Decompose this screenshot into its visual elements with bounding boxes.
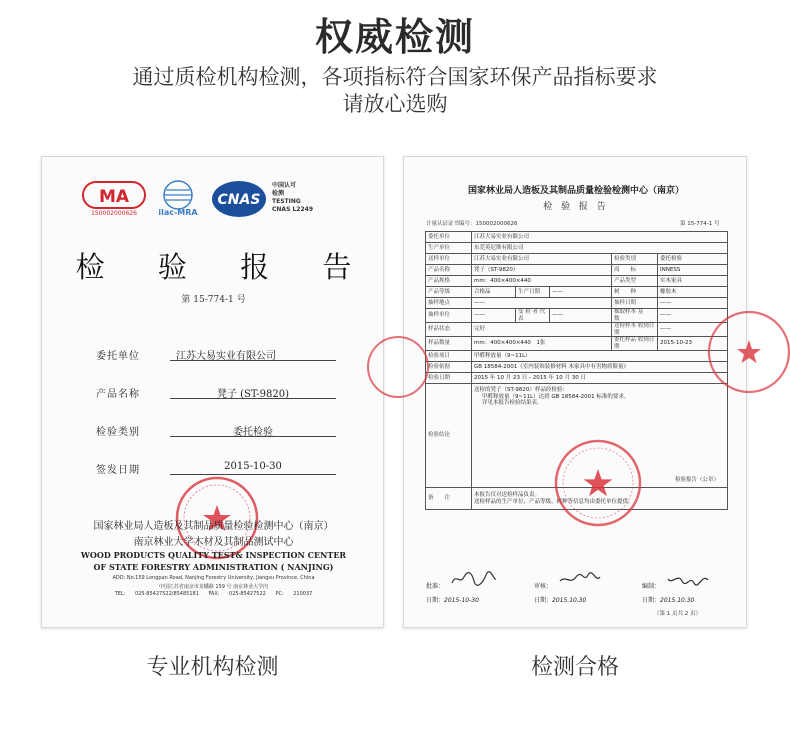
subtitle-line-2: 请放心选购 [342,92,448,116]
table-cell: 委托单位 [426,232,472,243]
seam-seal-left-icon [404,337,432,397]
table-row [426,323,728,337]
table-row [426,287,728,298]
table-row [426,243,728,254]
approve-label: 批准： [426,583,445,590]
footer-center-name: 国家林业局人造板及其制品质量检验检测中心（南京） [93,521,334,532]
field-label: 检验类别 [96,427,140,438]
table-cell: 样品状态 [426,323,472,337]
note-line: 本报告仅对送检样品负责。 [474,492,541,498]
field-label: 委托单位 [96,351,140,362]
footer-english-line-1: WOOD PRODUCTS QUALITY TEST& INSPECTION CENTER [80,550,347,560]
table-row [426,351,728,362]
table-cell: 委托检验 [658,254,728,265]
field-label: 签发日期 [96,465,140,476]
table-row [426,373,728,384]
table-cell: 抽取样本 基 数 [612,309,658,323]
table-cell: 检验项目 [426,351,472,362]
conclusion-line: 送检的凳子（ST-9820）样品经检验： [474,387,568,393]
footer-english-line-2: OF STATE FORESTRY ADMINISTRATION ( NANJING) [93,562,334,572]
table-cell: 2015 年 10 月 23 日 - 2015 年 10 月 30 日 [472,373,728,384]
table-cell: 送检样本 收到日期 [612,323,658,337]
table-cell: 橡胶木 [658,287,728,298]
table-row [426,254,728,265]
field-value: 2015-10-30 [170,461,336,475]
table-cell: INNESS [658,265,728,276]
table-cell: 产品名称 [426,265,472,276]
table-cell: 检验类别 [612,254,658,265]
table-row [426,276,728,287]
table-cell: —— [472,298,612,309]
table-cell: —— [550,309,612,323]
report-subheader: 检 验 报 告 [543,202,609,212]
review-date: 日期：2015.10.30 [534,597,587,604]
footer-university-center: 南京林业大学木材及其制品测试中心 [133,537,294,548]
field-product [96,385,336,401]
conclusion-line: 详见本报告检验结果表。 [482,400,543,406]
table-cell: 江苏大易实业有限公司 [472,232,728,243]
table-row [426,362,728,373]
ilac-text: ilac-MRA [158,208,198,217]
footer-address-cn: 中国江苏省南京市龙蟠路 159 号 南京林业大学内 [158,584,269,590]
inspection-report-cover[interactable] [41,156,384,628]
reviewer-signature-icon [558,571,602,587]
table-cell: 生产单位 [426,243,472,254]
editor-signature-icon [666,571,710,587]
cma-number: 150002000626 [91,210,137,217]
inspection-report-detail[interactable] [403,156,747,628]
report-header: 国家林业局人造板及其制品质量检验检测中心（南京） [467,186,684,196]
table-cell: 检验结论 [426,384,472,488]
table-cell: —— [472,309,516,323]
certification-logos [82,179,352,219]
table-row [426,232,728,243]
table-cell: 产品类型 [612,276,658,287]
table-cell: 完好 [472,323,612,337]
subtitle-line-1: 通过质检机构检测，各项指标符合国家环保产品指标要求 [132,65,658,89]
table-cell: mm：400×400×440 [472,276,612,287]
review-label: 审核： [534,583,553,590]
field-value: 江苏大易实业有限公司 [170,347,336,361]
table-cell: —— [658,323,728,337]
table-cell: 抽样地点 [426,298,472,309]
table-row [426,309,728,323]
conclusion-seal-text: 检验报告（公章） [675,476,720,483]
official-seal-icon [552,437,644,529]
report-number: 第 15-774-1 号 [181,295,246,305]
conclusion-line: 甲醛释放量（9~11L）达到 GB 18584-2001 标准的要求。 [482,393,630,400]
table-cell: 样品数量 [426,337,472,351]
table-row [426,265,728,276]
edit-label: 编制： [642,583,661,590]
table-row [426,337,728,351]
table-cell: 凳子（ST-9820） [472,265,612,276]
report-number: 第 15-774-1 号 [680,221,720,227]
page-indicator: （第 1 页共 2 页） [654,611,701,617]
cert-number: 计量认证证书编号：150002000626 [426,221,518,227]
footer-contact: TEL: 025-85427522/85485181 FAX: 025-85427522 PC: 210037 [114,591,313,597]
table-cell: 商 标 [612,265,658,276]
table-cell: 生产日期 [516,287,550,298]
table-cell: 产品规格 [426,276,472,287]
field-value: 委托检验 [170,423,336,437]
table-cell: 合格品 [472,287,516,298]
table-cell: GB 18584-2001《室内装饰装修材料 木家具中有害物质限量》 [472,362,728,373]
table-cell: 东莞英尼斯有限公司 [472,243,728,254]
table-cell: 甲醛释放量（9~11L） [472,351,728,362]
table-cell: 产品等级 [426,287,472,298]
ilac-mra-logo-icon [150,179,206,219]
field-label: 产品名称 [96,389,140,400]
approver-signature-icon [450,571,498,587]
cma-logo-icon [82,181,146,217]
table-cell: 检验依据 [426,362,472,373]
table-cell: 2015-10-23 [658,337,728,351]
caption-right: 检测合格 [530,655,619,680]
table-cell: 委托样品 收到日期 [612,337,658,351]
table-cell: 抽样单位 [426,309,472,323]
note-line: 送检样品的生产单位、产品等级、树种等信息均由委托单位提供。 [474,498,634,505]
table-cell: 树 种 [612,287,658,298]
report-title: 检 验 报 告 [75,250,374,284]
footer-address-en: ADD: No.159 Longpan Road, Nanjing Forestry University, Jiangsu Province, China [112,575,315,581]
table-cell: 检验日期 [426,373,472,384]
table-cell: 江苏大易实业有限公司 [472,254,612,265]
caption-left: 专业机构检测 [146,655,279,680]
table-cell: mm：400×400×440 1张 [472,337,612,351]
table-cell: 受 检 者 代 表 [516,309,550,323]
table-cell: 送样单位 [426,254,472,265]
field-value: 凳子 (ST-9820) [170,385,336,399]
table-cell: 备 注 [426,488,472,510]
table-cell: —— [658,298,728,309]
edit-date: 日期：2015.10.30 [642,597,695,604]
table-cell: 实木家具 [658,276,728,287]
field-category [96,423,336,439]
cnas-logo-icon [210,179,268,219]
page-title: 权威检测 [314,15,475,59]
table-cell: —— [550,287,612,298]
seam-seal-icon [704,307,764,397]
cma-text: MA [98,187,130,207]
accreditation-note: 中国认可 检测 TESTING CNAS L2249 [272,182,314,213]
table-cell: —— [658,309,728,323]
approve-date: 日期：2015-10-30 [426,597,479,604]
field-client [96,347,336,363]
table-cell: 抽样日期 [612,298,658,309]
cnas-text: CNAS [217,192,261,208]
table-row [426,298,728,309]
